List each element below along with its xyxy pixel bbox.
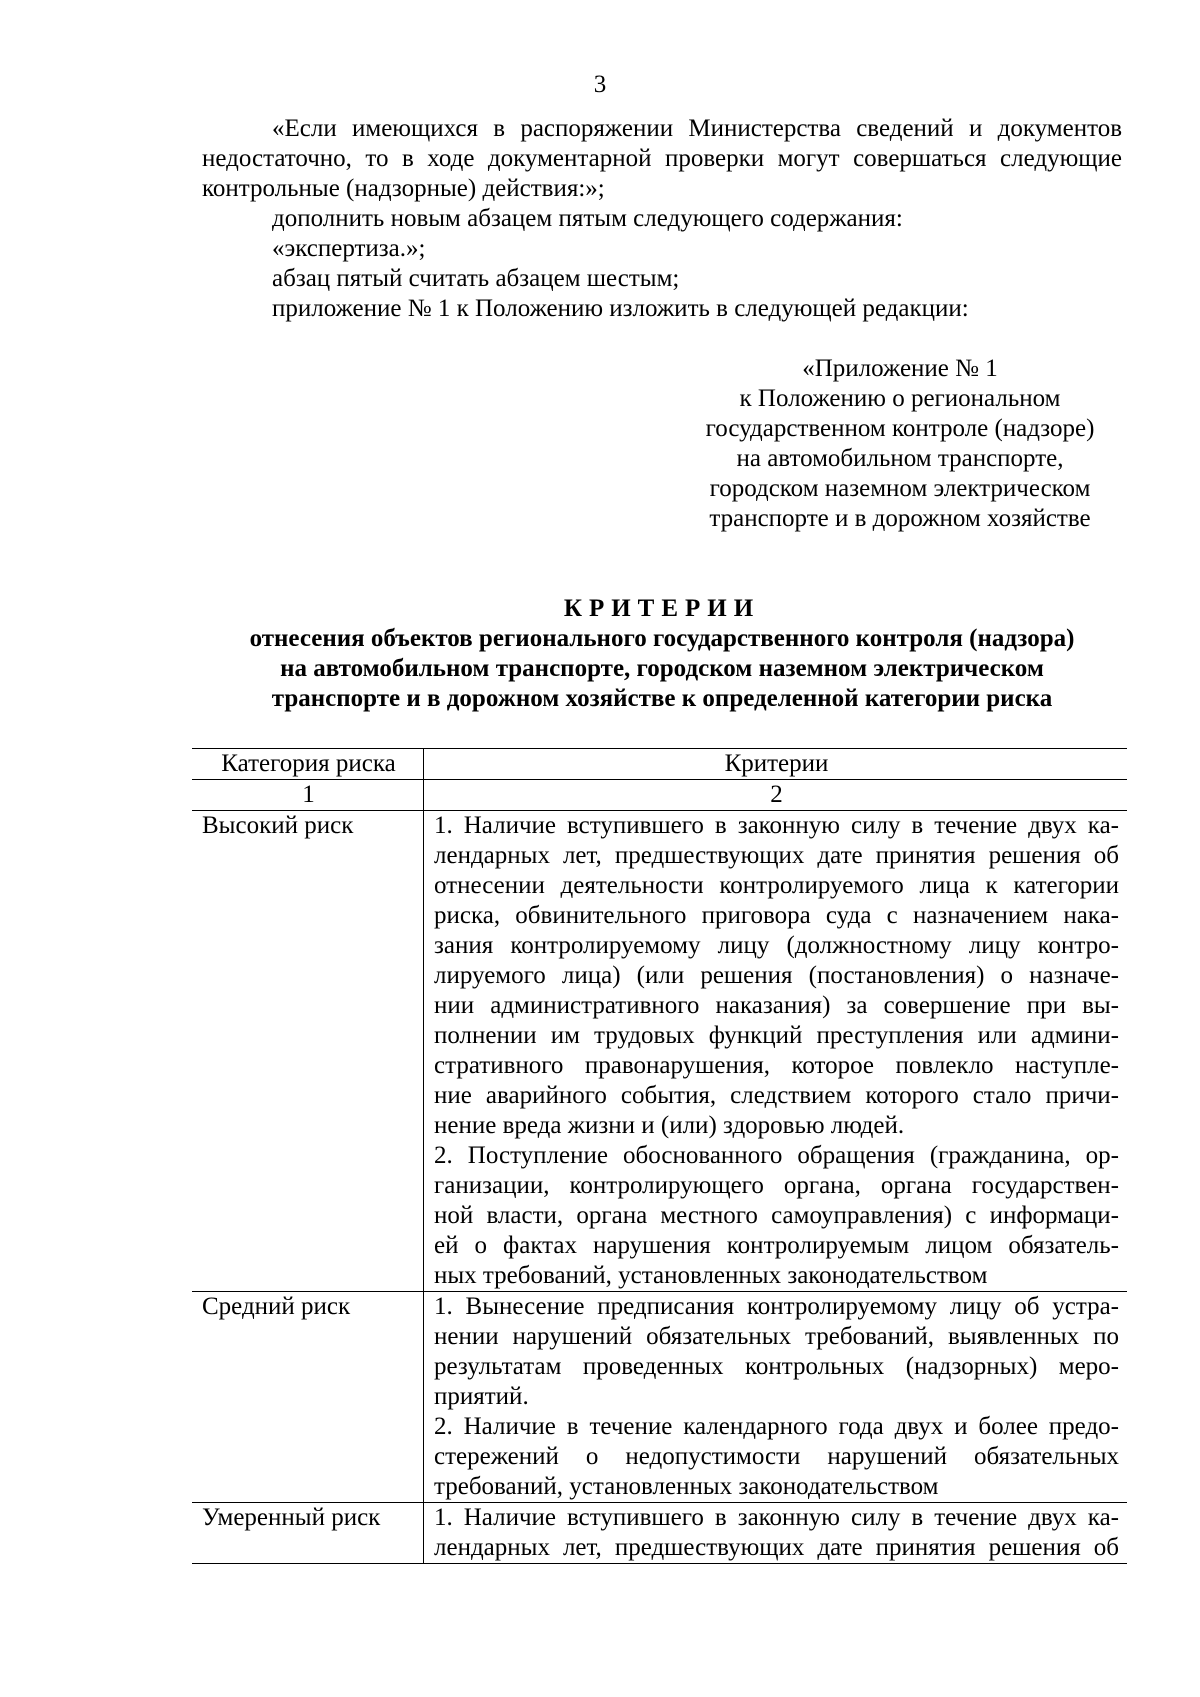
criteria-line: ей о фактах нарушения контролируемым лицом обязатель- — [434, 1232, 1119, 1259]
header-cell-criteria: Критерии — [424, 749, 1128, 780]
table-row — [192, 1503, 1127, 1564]
criteria-line: результатам проведенных контрольных (надзорных) меро- — [434, 1353, 1119, 1380]
category-cell: Умеренный риск — [202, 1504, 381, 1531]
header-cell-category: Категория риска — [221, 750, 396, 777]
number-cell: 1 — [302, 781, 315, 808]
criteria-cell — [424, 1503, 1128, 1564]
intro-line: абзац пятый считать абзацем шестым; — [272, 265, 680, 292]
criteria-cell — [424, 811, 1128, 1292]
criteria-line: лируемого лица) (или решения (постановления) о назначе- — [434, 962, 1119, 989]
criteria-line: лендарных лет, предшествующих дате принятия решения об — [434, 1534, 1119, 1561]
criteria-line: нии административного наказания) за совершение при вы- — [434, 992, 1119, 1019]
appendix-line: «Приложение № 1 — [802, 355, 998, 382]
number-cell: 2 — [424, 780, 1128, 811]
intro-line: приложение № 1 к Положению изложить в следующей редакции: — [272, 295, 969, 322]
intro-text — [202, 114, 1122, 324]
criteria-line: ние аварийного события, следствием которого стало причи- — [434, 1082, 1119, 1109]
criteria-cell — [424, 1292, 1128, 1503]
intro-line: контрольные (надзорные) действия:»; — [202, 175, 605, 202]
criteria-table — [192, 748, 1127, 1564]
appendix-line: государственном контроле (надзоре) — [705, 415, 1095, 442]
criteria-line: требований, установленных законодательством — [434, 1473, 939, 1500]
heading-subtitle-line: транспорте и в дорожном хозяйстве к определенной категории риска — [271, 685, 1053, 712]
criteria-line: отнесении деятельности контролируемого лица к категории — [434, 872, 1119, 899]
appendix-line: на автомобильном транспорте, — [736, 445, 1064, 472]
appendix-line: транспорте и в дорожном хозяйстве — [709, 505, 1091, 532]
appendix-reference — [680, 354, 1120, 534]
criteria-heading — [202, 594, 1122, 714]
heading-title: КРИТЕРИИ — [563, 595, 761, 622]
criteria-line: приятий. — [434, 1383, 529, 1410]
table-number-row — [192, 780, 1127, 811]
intro-line: дополнить новым абзацем пятым следующего содержания: — [272, 205, 903, 232]
criteria-line: зания контролируемому лицу (должностному лицу контро- — [434, 932, 1119, 959]
appendix-line: городском наземном электрическом — [709, 475, 1091, 502]
table-row — [192, 811, 1127, 1292]
criteria-line: 1. Наличие вступившего в законную силу в течение двух ка- — [434, 812, 1119, 839]
criteria-line: ной власти, органа местного самоуправления) с информаци- — [434, 1202, 1119, 1229]
criteria-line: нении нарушений обязательных требований, выявленных по — [434, 1323, 1119, 1350]
criteria-line: ганизации, контролирующего органа, органа государствен- — [434, 1172, 1119, 1199]
criteria-line: ных требований, установленных законодательством — [434, 1262, 988, 1289]
criteria-line: 2. Поступление обоснованного обращения (гражданина, ор- — [434, 1142, 1119, 1169]
criteria-line: 1. Наличие вступившего в законную силу в течение двух ка- — [434, 1504, 1119, 1531]
criteria-line: 1. Вынесение предписания контролируемому лицу об устра- — [434, 1293, 1119, 1320]
category-cell: Высокий риск — [202, 812, 354, 839]
criteria-line: стережений о недопустимости нарушений обязательных — [434, 1443, 1119, 1470]
criteria-line: нение вреда жизни и (или) здоровью людей. — [434, 1112, 905, 1139]
criteria-line: лендарных лет, предшествующих дате принятия решения об — [434, 842, 1119, 869]
criteria-line: 2. Наличие в течение календарного года двух и более предо- — [434, 1413, 1119, 1440]
criteria-line: полнении им трудовых функций преступления или админи- — [434, 1022, 1119, 1049]
intro-line: «Если имеющихся в распоряжении Министерства сведений и документов — [272, 115, 1122, 142]
appendix-line: к Положению о региональном — [739, 385, 1061, 412]
category-cell: Средний риск — [202, 1293, 351, 1320]
intro-line: «экспертиза.»; — [272, 235, 426, 262]
intro-line: недостаточно, то в ходе документарной проверки могут совершаться следующие — [202, 145, 1122, 172]
page-number: 3 — [593, 71, 607, 98]
heading-subtitle-line: отнесения объектов регионального государственного контроля (надзора) — [249, 625, 1075, 652]
heading-subtitle-line: на автомобильном транспорте, городском наземном электрическом — [280, 655, 1044, 682]
criteria-line: стративного правонарушения, которое повлекло наступле- — [434, 1052, 1119, 1079]
table-row — [192, 1292, 1127, 1503]
heading-subtitle — [202, 624, 1122, 714]
table-header-row — [192, 749, 1127, 780]
criteria-line: риска, обвинительного приговора суда с назначением нака- — [434, 902, 1119, 929]
